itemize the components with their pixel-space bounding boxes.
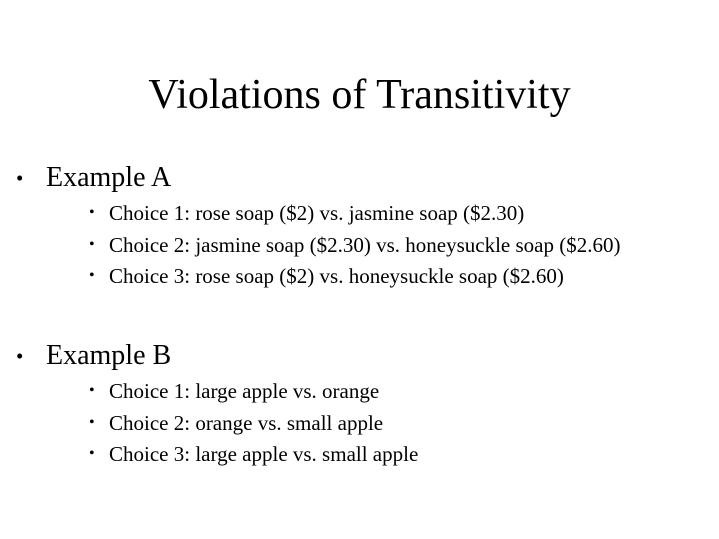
sub-bullet-list <box>0 375 719 470</box>
section-example-b <box>0 336 719 470</box>
sub-bullet-item <box>0 197 719 229</box>
choice-text: Choice 3: rose soap ($2) vs. honeysuckle soap ($2.60) <box>109 264 564 288</box>
sub-bullet-item <box>0 229 719 261</box>
section-example-a <box>0 158 719 292</box>
choice-text: Choice 3: large apple vs. small apple <box>109 442 419 466</box>
section-heading: Example B <box>46 340 172 371</box>
bullet-dot-icon: • <box>89 267 95 284</box>
bullet-dot-icon: • <box>89 204 95 221</box>
bullet-dot-icon: • <box>16 166 24 190</box>
bullet-item <box>0 158 719 196</box>
section-heading: Example A <box>46 162 172 193</box>
sub-bullet-item <box>0 438 719 470</box>
choice-text: Choice 2: jasmine soap ($2.30) vs. honeysuckle soap ($2.60) <box>109 232 621 257</box>
sub-bullet-list <box>0 197 719 292</box>
bullet-dot-icon: • <box>89 445 95 462</box>
slide-title: Violations of Transitivity <box>148 72 571 118</box>
choice-text: Choice 1: large apple vs. orange <box>109 379 380 403</box>
bullet-dot-icon: • <box>16 344 24 368</box>
sub-bullet-item <box>0 407 719 439</box>
bullet-item <box>0 336 719 374</box>
bullet-dot-icon: • <box>89 382 95 399</box>
sub-bullet-item <box>0 375 719 407</box>
choice-text: Choice 1: rose soap ($2) vs. jasmine soap ($2.30) <box>109 201 525 225</box>
bullet-dot-icon: • <box>89 413 95 431</box>
bullet-dot-icon: • <box>89 235 95 253</box>
sub-bullet-item <box>0 260 719 292</box>
choice-text: Choice 2: orange vs. small apple <box>109 410 384 435</box>
